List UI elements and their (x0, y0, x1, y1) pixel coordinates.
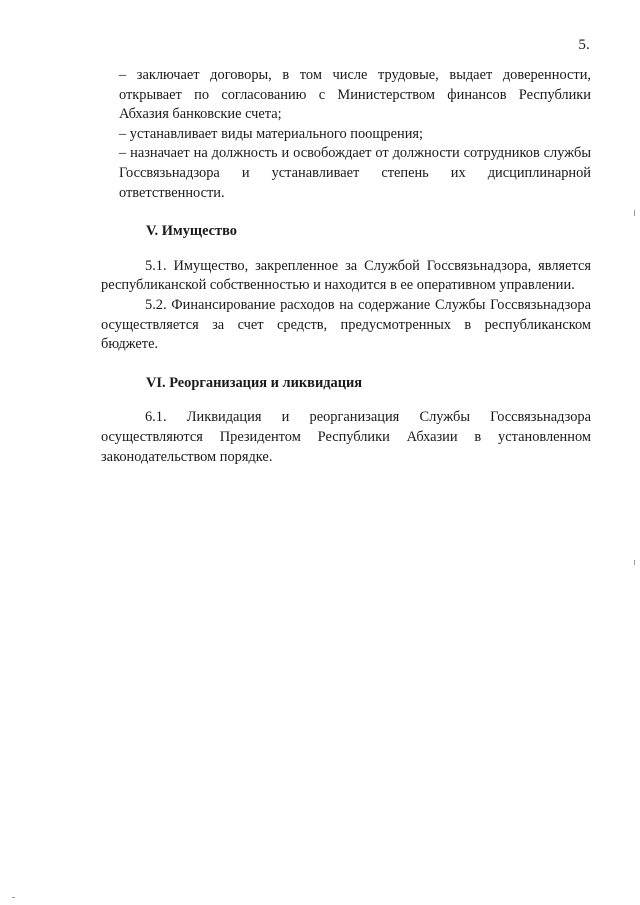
duty-item: – устанавливает виды материального поощрения; (119, 125, 424, 142)
scan-edge-mark (634, 560, 635, 565)
section-title-reorganization: VI. Реорганизация и ликвидация (146, 374, 363, 391)
duties-list (101, 66, 591, 203)
duty-item: – заключает договоры, в том числе трудовые, выдает доверенности, открывает по согласованию с Министерством финансов Республики Абхазия банковские счета; (119, 67, 591, 123)
section-title-property: V. Имущество (146, 223, 237, 240)
scan-edge-mark (634, 210, 635, 216)
document-body (101, 66, 591, 467)
paragraph-5-1: 5.1. Имущество, закрепленное за Службой Госсвязьнадзора, является республиканской собственностью и находится в ее оперативном управлении. (101, 257, 591, 294)
scan-edge-mark (12, 897, 15, 898)
page-number: 5. (578, 37, 590, 53)
paragraph-6-1: 6.1. Ликвидация и реорганизация Службы Госсвязьнадзора осуществляются Президентом Республики Абхазии в установленном законодательством порядке. (101, 409, 591, 465)
duty-item: – назначает на должность и освобождает от должности сотрудников службы Госсвязьнадзора и устанавливает степень их дисциплинарной ответственности. (119, 145, 591, 201)
paragraph-5-2: 5.2. Финансирование расходов на содержание Службы Госсвязьнадзора осуществляется за счет средств, предусмотренных в республиканском бюджете. (101, 296, 591, 353)
